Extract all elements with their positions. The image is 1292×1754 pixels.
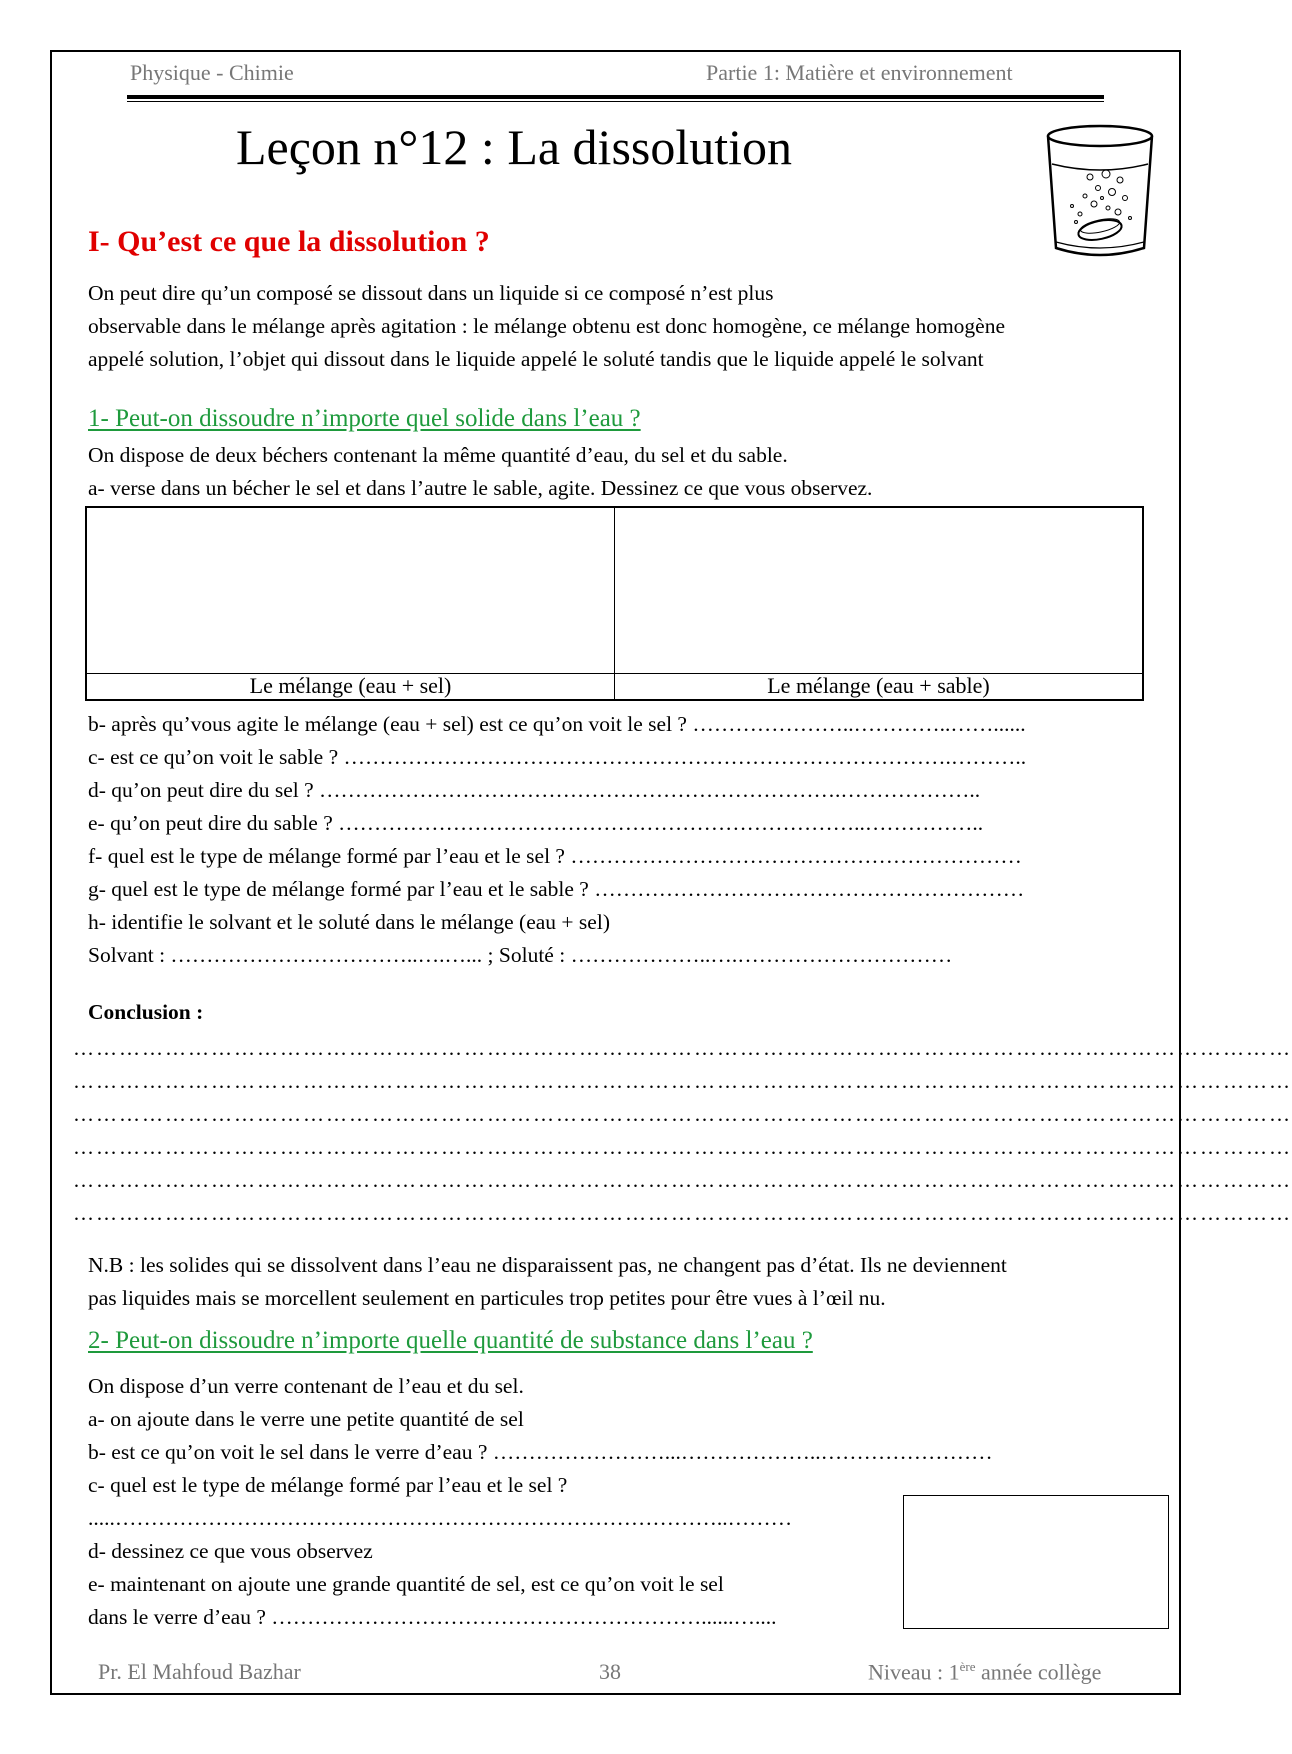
question-e[interactable]: e- qu’on peut dire du sable ? ………………………………………………………………..……………..	[88, 811, 984, 835]
question-c[interactable]: c- est ce qu’on voit le sable ? ………………………………………………………………………….………..	[88, 745, 1027, 769]
sub1-intro: On dispose de deux béchers contenant la même quantité d’eau, du sel et du sable.	[88, 443, 788, 467]
nb-line: N.B : les solides qui se dissolvent dans l’eau ne disparaissent pas, ne changent pas d’état. Ils ne deviennent	[88, 1253, 1007, 1277]
header-subject: Physique - Chimie	[130, 60, 294, 85]
section1-heading: I- Qu’est ce que la dissolution ?	[88, 225, 490, 258]
sub2-question-e-continued[interactable]: dans le verre d’eau ? ……………………………………………………......…....	[88, 1605, 777, 1629]
conclusion-line[interactable]: ……………………………………………………………………………………………………………………………………………	[73, 1201, 1292, 1225]
sub2-answer-c[interactable]: .....…………………………………………………………………………..………	[88, 1506, 793, 1530]
drawing-cell-salt[interactable]	[86, 507, 615, 674]
sub1-heading: 1- Peut-on dissoudre n’importe quel solide dans l’eau ?	[88, 405, 641, 432]
conclusion-line[interactable]: ……………………………………………………………………………………………………………………………………………	[73, 1135, 1292, 1159]
sub2-question-a: a- on ajoute dans le verre une petite quantité de sel	[88, 1407, 524, 1431]
drawing-box[interactable]	[903, 1495, 1169, 1629]
sub1-question-a: a- verse dans un bécher le sel et dans l’autre le sable, agite. Dessinez ce que vous observez.	[88, 476, 873, 500]
conclusion-line[interactable]: ……………………………………………………………………………………………………………………………………………	[73, 1168, 1292, 1192]
glass-of-water-with-dissolving-tablet-icon	[1040, 122, 1160, 262]
nb-line: pas liquides mais se morcellent seulement en particules trop petites pour être vues à l’œil nu.	[88, 1286, 886, 1310]
caption-salt: Le mélange (eau + sel)	[249, 673, 452, 698]
solvant-solute-line[interactable]: Solvant : ……………………………..….…... ; Soluté : ………………..….…………………………	[88, 943, 953, 967]
sub2-intro: On dispose d’un verre contenant de l’eau et du sel.	[88, 1374, 524, 1398]
conclusion-line[interactable]: ……………………………………………………………………………………………………………………………………………	[73, 1036, 1292, 1060]
footer-level-suffix: année collège	[975, 1659, 1102, 1685]
sub2-question-c: c- quel est le type de mélange formé par l’eau et le sel ?	[88, 1473, 568, 1497]
footer-page-number: 38	[599, 1659, 621, 1684]
section1-paragraph-line: appelé solution, l’objet qui dissout dans le liquide appelé le soluté tandis que le liquide appelé le solvant	[88, 347, 984, 371]
page-title: Leçon n°12 : La dissolution	[236, 119, 793, 175]
conclusion-label: Conclusion :	[88, 1000, 204, 1024]
sub2-question-d: d- dessinez ce que vous observez	[88, 1539, 373, 1563]
section1-paragraph-line: On peut dire qu’un composé se dissout dans un liquide si ce composé n’est plus	[88, 281, 774, 305]
conclusion-line[interactable]: ……………………………………………………………………………………………………………………………………………	[73, 1102, 1292, 1126]
observation-table	[85, 506, 1144, 701]
question-b[interactable]: b- après qu’vous agite le mélange (eau + sel) est ce qu’on voit le sel ? …………………..…………..……......	[88, 712, 1026, 736]
sub2-question-b[interactable]: b- est ce qu’on voit le sel dans le verre d’eau ? ……………………...………………..……………………	[88, 1440, 993, 1464]
footer-level	[868, 1659, 1101, 1685]
sub2-heading: 2- Peut-on dissoudre n’importe quelle quantité de substance dans l’eau ?	[88, 1327, 813, 1354]
header-rule	[127, 95, 1104, 99]
footer-level-prefix: Niveau : 1	[868, 1659, 960, 1685]
caption-sand: Le mélange (eau + sable)	[767, 673, 990, 698]
question-g[interactable]: g- quel est le type de mélange formé par l’eau et le sable ? ……………………………………………………	[88, 877, 1025, 901]
sub2-question-e: e- maintenant on ajoute une grande quantité de sel, est ce qu’on voit le sel	[88, 1572, 724, 1596]
section1-paragraph-line: observable dans le mélange après agitation : le mélange obtenu est donc homogène, ce mélange homogène	[88, 314, 1006, 338]
drawing-cell-sand[interactable]	[614, 507, 1143, 674]
question-h: h- identifie le solvant et le soluté dans le mélange (eau + sel)	[88, 910, 610, 934]
conclusion-line[interactable]: ……………………………………………………………………………………………………………………………………………	[73, 1069, 1292, 1093]
footer-level-sup: ère	[959, 1659, 976, 1674]
footer-author: Pr. El Mahfoud Bazhar	[98, 1659, 301, 1684]
question-d[interactable]: d- qu’on peut dire du sel ? ……………………………………………………………….………………..	[88, 778, 981, 802]
header-rule-thin	[127, 101, 1104, 102]
header-part: Partie 1: Matière et environnement	[706, 60, 1013, 85]
question-f[interactable]: f- quel est le type de mélange formé par l’eau et le sel ? ………………………………………………………	[88, 844, 1022, 868]
